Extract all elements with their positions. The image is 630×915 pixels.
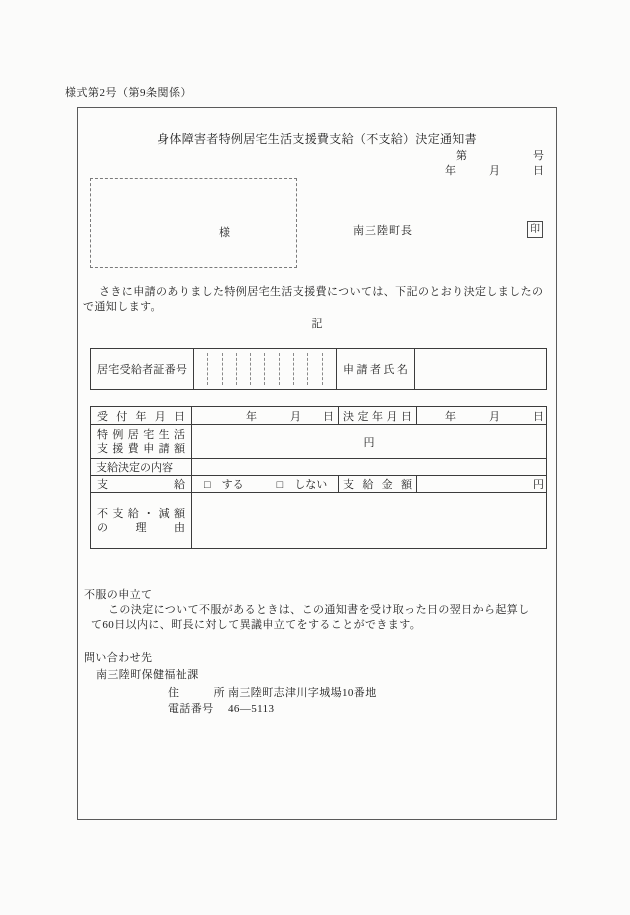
- seal-mark: 印: [527, 221, 543, 238]
- requested-amount-row: [91, 425, 547, 459]
- payment-amount-label: 支給金額: [343, 479, 412, 491]
- requested-amount-label-cell: [91, 425, 192, 459]
- digit-cell: [208, 353, 222, 385]
- document-date-line: 年 月 日: [445, 165, 544, 177]
- reason-row: [91, 493, 547, 549]
- digit-cell: [294, 353, 308, 385]
- pay-no-label: しない: [294, 479, 328, 491]
- reason-label-line2: の理由: [97, 521, 185, 534]
- digit-cell: [223, 353, 237, 385]
- digit-cell: [308, 353, 322, 385]
- document-sheet: [77, 107, 557, 820]
- payment-label: 支給: [97, 479, 185, 491]
- appeal-heading: 不服の申立て: [84, 589, 153, 601]
- form-number-label: 様式第2号（第9条関係）: [65, 87, 192, 99]
- digit-cell: [265, 353, 279, 385]
- reason-label-cell: [91, 493, 192, 549]
- document-number-line: 第 号: [456, 150, 544, 162]
- date-row: [91, 407, 547, 425]
- applicant-name-label-cell: [337, 349, 415, 390]
- decision-date-label: 決定年月日: [343, 410, 412, 423]
- digit-cell: [323, 353, 336, 385]
- digit-cell: [194, 353, 208, 385]
- address-label: 住 所: [168, 687, 225, 699]
- pay-yes-checkbox: □: [204, 479, 211, 491]
- requested-amount-unit: 円: [363, 436, 375, 449]
- recipient-table: [90, 348, 547, 390]
- digit-cell: [237, 353, 251, 385]
- recipient-no-value-cell: [194, 349, 337, 390]
- decision-date-label-cell: [339, 407, 417, 425]
- addressee-name-box: [90, 178, 297, 268]
- issuer-title: 南三陸町長: [353, 225, 413, 237]
- payment-label-cell: [91, 476, 192, 493]
- payment-row: [91, 476, 547, 493]
- digit-cell: [251, 353, 265, 385]
- contact-phone-row: [168, 702, 377, 717]
- contact-department: 南三陸町保健福祉課: [96, 669, 199, 681]
- reason-label-line1: 不支給・減額: [97, 507, 185, 520]
- decision-date-value: 年 月 日: [445, 410, 544, 423]
- recipient-no-digit-grid: [194, 349, 336, 389]
- reception-date-label-cell: [91, 407, 192, 425]
- contact-section: [84, 651, 377, 717]
- reception-date-value: 年 月 日: [246, 410, 334, 423]
- contact-heading: 問い合わせ先: [84, 652, 153, 664]
- decision-table: [90, 406, 547, 549]
- recipient-no-label: 居宅受給者証番号: [97, 364, 187, 376]
- decision-content-label: 支給決定の内容: [96, 462, 173, 474]
- recipient-table-row: [91, 349, 547, 390]
- requested-amount-value-cell: [192, 425, 547, 459]
- phone-label: 電話番号: [168, 703, 214, 715]
- address-value: 南三陸町志津川字城場10番地: [228, 687, 377, 699]
- requested-amount-label-line1: 特例居宅生活: [97, 428, 185, 441]
- decision-date-value-cell: [417, 407, 547, 425]
- reception-date-value-cell: [192, 407, 339, 425]
- phone-value: 46―5113: [228, 703, 275, 715]
- notification-paragraph: さきに申請のありました特例居宅生活支援費については、下記のとおり決定しましたので通知します。: [83, 286, 544, 313]
- record-heading: 記: [311, 318, 323, 330]
- document-title: 身体障害者特例居宅生活支援費支給（不支給）決定通知書: [157, 132, 477, 146]
- payment-amount-label-cell: [339, 476, 417, 493]
- requested-amount-label-line2: 支援費申請額: [97, 442, 185, 455]
- decision-content-value-cell: [192, 459, 547, 476]
- contact-address-row: [168, 686, 377, 701]
- payment-amount-unit: 円: [533, 479, 544, 491]
- applicant-name-label: 申請者氏名: [343, 364, 408, 376]
- appeal-section: [84, 588, 554, 633]
- appeal-body: この決定について不服があるときは、この通知書を受け取った日の翌日から起算して60日以内に、町長に対して異議申立てをすることができます。: [91, 604, 530, 631]
- reason-value-cell: [192, 493, 547, 549]
- decision-content-row: [91, 459, 547, 476]
- payment-amount-value-cell: [417, 476, 547, 493]
- decision-content-label-cell: [91, 459, 192, 476]
- pay-no-checkbox: □: [276, 479, 284, 491]
- addressee-suffix: 様: [219, 227, 230, 239]
- recipient-no-label-cell: [91, 349, 194, 390]
- reception-date-label: 受付年月日: [97, 410, 185, 423]
- pay-yes-label: する: [221, 479, 244, 491]
- applicant-name-value-cell: [415, 349, 547, 390]
- digit-cell: [280, 353, 294, 385]
- payment-options-cell: [192, 476, 339, 493]
